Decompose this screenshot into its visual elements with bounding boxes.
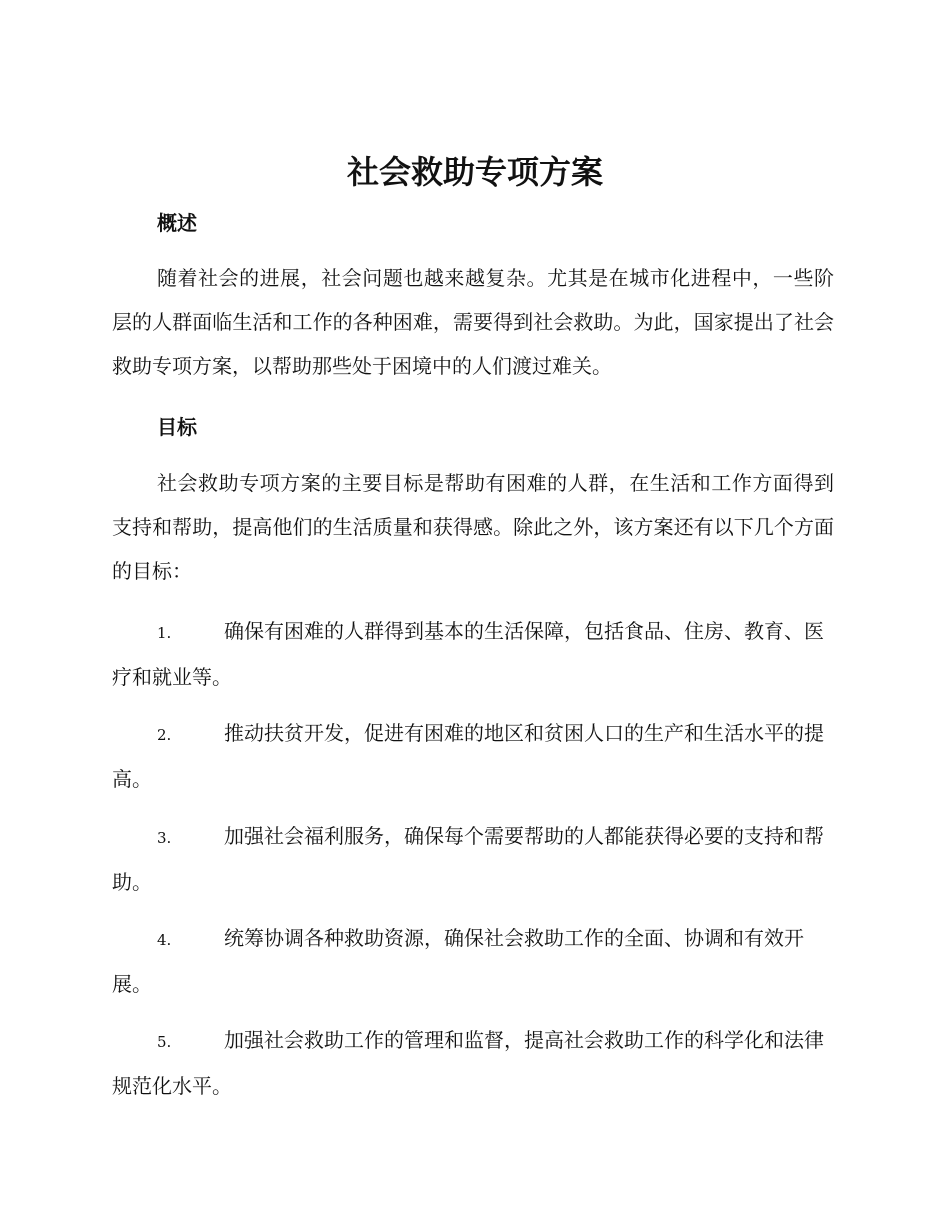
- list-item-number: 1.: [157, 624, 172, 642]
- list-item-number: 5.: [157, 1033, 172, 1051]
- list-item: [112, 814, 834, 904]
- list-item: [112, 609, 834, 699]
- list-item-number: 4.: [157, 931, 172, 949]
- list-item-text: 推动扶贫开发，促进有困难的地区和贫困人口的生产和生活水平的提高。: [112, 721, 824, 791]
- list-item: [112, 1018, 834, 1108]
- section-paragraph-goals: 社会救助专项方案的主要目标是帮助有困难的人群，在生活和工作方面得到支持和帮助，提高他们的生活质量和获得感。除此之外，该方案还有以下几个方面的目标：: [112, 471, 834, 583]
- list-item: [112, 711, 834, 801]
- list-item-text: 加强社会救助工作的管理和监督，提高社会救助工作的科学化和法律规范化水平。: [112, 1028, 824, 1098]
- list-item-number: 3.: [157, 829, 172, 847]
- list-item-number: 2.: [157, 726, 172, 744]
- list-item-text: 统筹协调各种救助资源，确保社会救助工作的全面、协调和有效开展。: [112, 926, 804, 996]
- list-item: [112, 916, 834, 1006]
- list-item-text: 确保有困难的人群得到基本的生活保障，包括食品、住房、教育、医疗和就业等。: [112, 619, 824, 689]
- section-heading-overview: 概述: [157, 211, 197, 235]
- document-title: 社会救助专项方案: [346, 153, 603, 191]
- list-item-text: 加强社会福利服务，确保每个需要帮助的人都能获得必要的支持和帮助。: [112, 824, 824, 894]
- section-paragraph-overview: 随着社会的进展，社会问题也越来越复杂。尤其是在城市化进程中，一些阶层的人群面临生活和工作的各种困难，需要得到社会救助。为此，国家提出了社会救助专项方案，以帮助那些处于困境中的人们渡过难关。: [112, 266, 834, 378]
- section-heading-goals: 目标: [157, 415, 197, 439]
